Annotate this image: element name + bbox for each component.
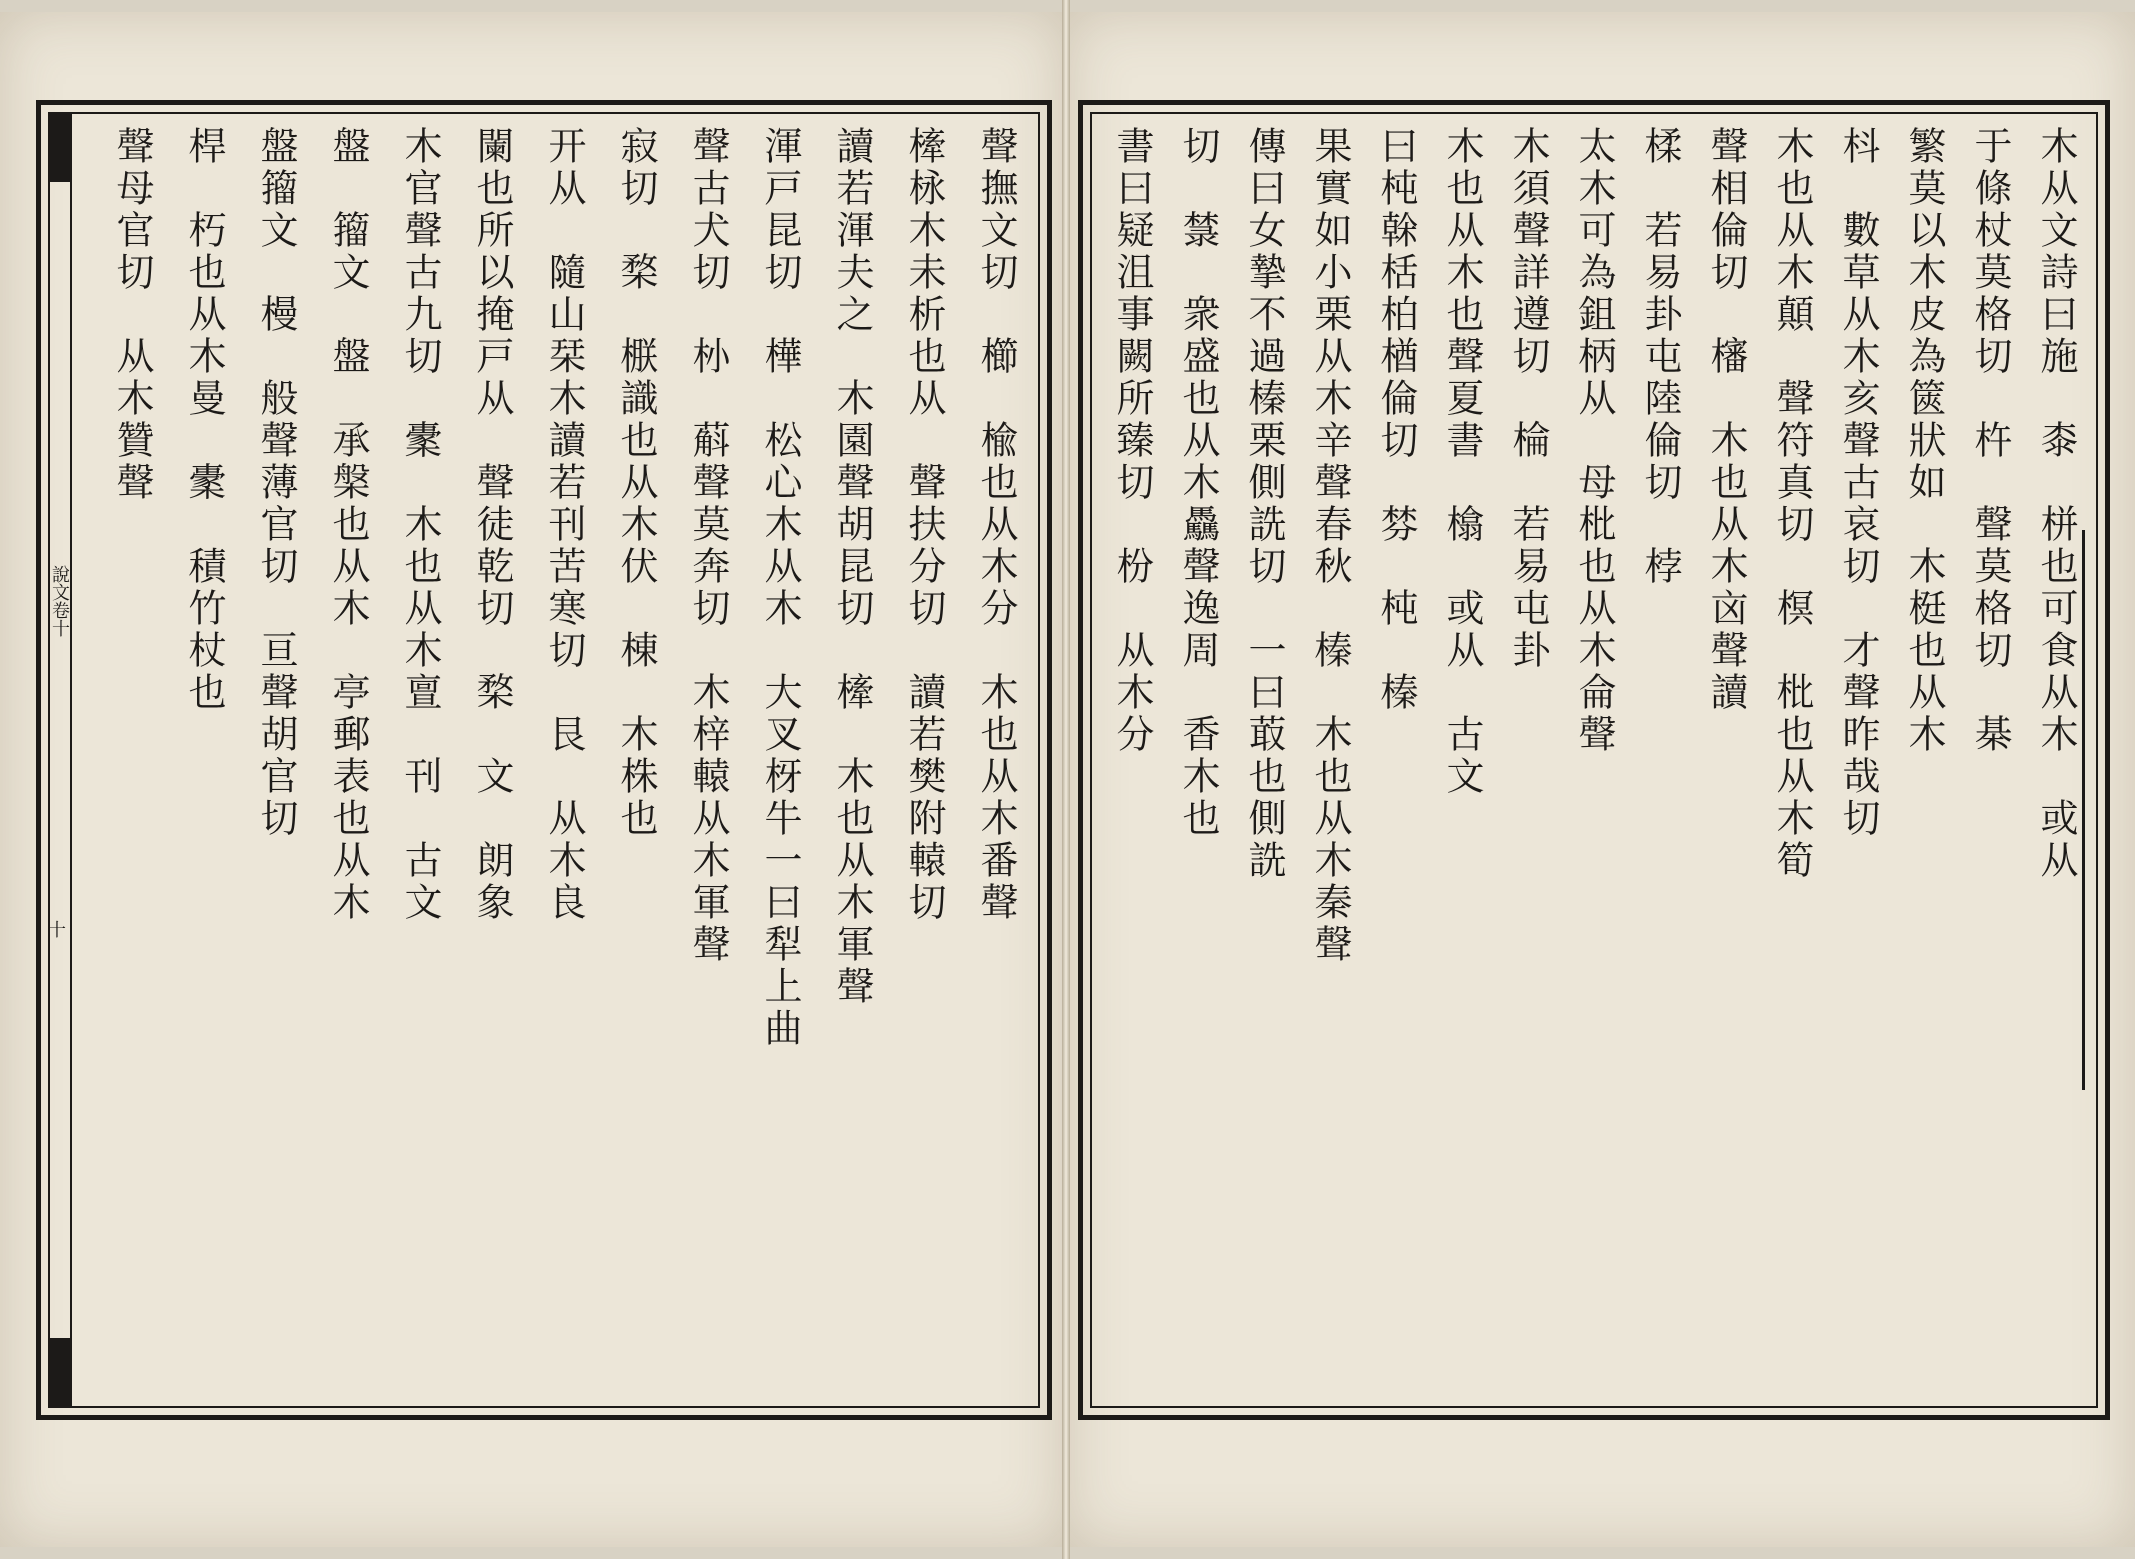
right-column-8: 太木可為鉏柄从 母枇也从木侖聲 — [1572, 126, 1616, 756]
left-column-10: 盤 籀文 盤 承槃也从木 亭郵表也从木 — [326, 126, 370, 924]
book-spine — [1062, 0, 1070, 1559]
right-column-14: 切 㯟 衆盛也从木驫聲逸周 香木也 — [1176, 126, 1220, 840]
right-column-12: 果實如小栗从木辛聲春秋 榛 木也从木秦聲 — [1308, 126, 1352, 966]
fold-margin-strip — [45, 112, 72, 1408]
right-column-5: 木也从木顛 聲符真切 榠 枇也从木筍 — [1770, 126, 1814, 882]
folio-number: 十 — [45, 920, 66, 938]
right-column-10: 木也从木也聲夏書 㯓 或从 古文 — [1440, 126, 1484, 798]
left-column-7: 开从 隨山栞木讀若刊苦寒切 艮 从木良 — [542, 126, 586, 924]
left-column-1: 聲撫文切 櫛 楡也从木分 木也从木番聲 — [974, 126, 1018, 924]
left-column-2: 㯠栐木未析也从 聲扶分切 讀若樊附轅切 — [902, 126, 946, 924]
left-column-13: 聲母官切 从木贊聲 — [110, 126, 154, 504]
right-column-3: 繁莫以木皮為篋狀如 木梃也从木 — [1902, 126, 1946, 756]
right-column-7: 楺 若易卦屯陸倫切 桲 — [1638, 126, 1682, 588]
left-column-5: 聲古犬切 㭂 蔛聲莫奔切 木梓轅从木軍聲 — [686, 126, 730, 966]
right-column-1: 木从文詩曰施 桼 栟也可食从木 或从 — [2034, 126, 2078, 882]
right-column-6: 聲相倫切 㰂 木也从木㐫聲讀 — [1704, 126, 1748, 714]
right-column-13: 傳曰女摯不過榛栗側詵切 一曰菆也側詵 — [1242, 126, 1286, 882]
left-column-9: 木官聲古九切 㯻 木也从木亶 刊 古文 — [398, 126, 442, 924]
left-column-12: 桿 朽也从木曼 㯻 積竹杖也 — [182, 126, 226, 714]
left-column-4: 渾戸昆切 樺 松心木从木 大叉枒牛一曰犁上曲 — [758, 126, 802, 1050]
left-column-11: 盤籀文 槾 般聲薄官切 亘聲胡官切 — [254, 126, 298, 840]
left-column-8: 闌也所以掩戸从 聲徒乾切 楘 文 朗象 — [470, 126, 514, 924]
right-column-2: 于條杖莫格切 杵 聲莫格切 棊 — [1968, 126, 2012, 756]
left-column-6: 寂切 楘 㮳識也从木伏 棟 木株也 — [614, 126, 658, 840]
margin-title: 說文卷十 — [49, 565, 70, 637]
right-column-4: 枓 數草从木亥聲古哀切 才聲昨哉切 — [1836, 126, 1880, 840]
right-column-9: 木須聲詳遵切 棆 若易屯卦 — [1506, 126, 1550, 672]
right-column-11: 曰杶榦栝柏楢倫切 棼 杶 榛 — [1374, 126, 1418, 714]
left-column-3: 讀若渾夫之 木園聲胡昆切 㯠 木也从木軍聲 — [830, 126, 874, 1008]
right-column-15: 書曰疑沮事闕所臻切 枌 从木分 — [1110, 126, 1154, 756]
